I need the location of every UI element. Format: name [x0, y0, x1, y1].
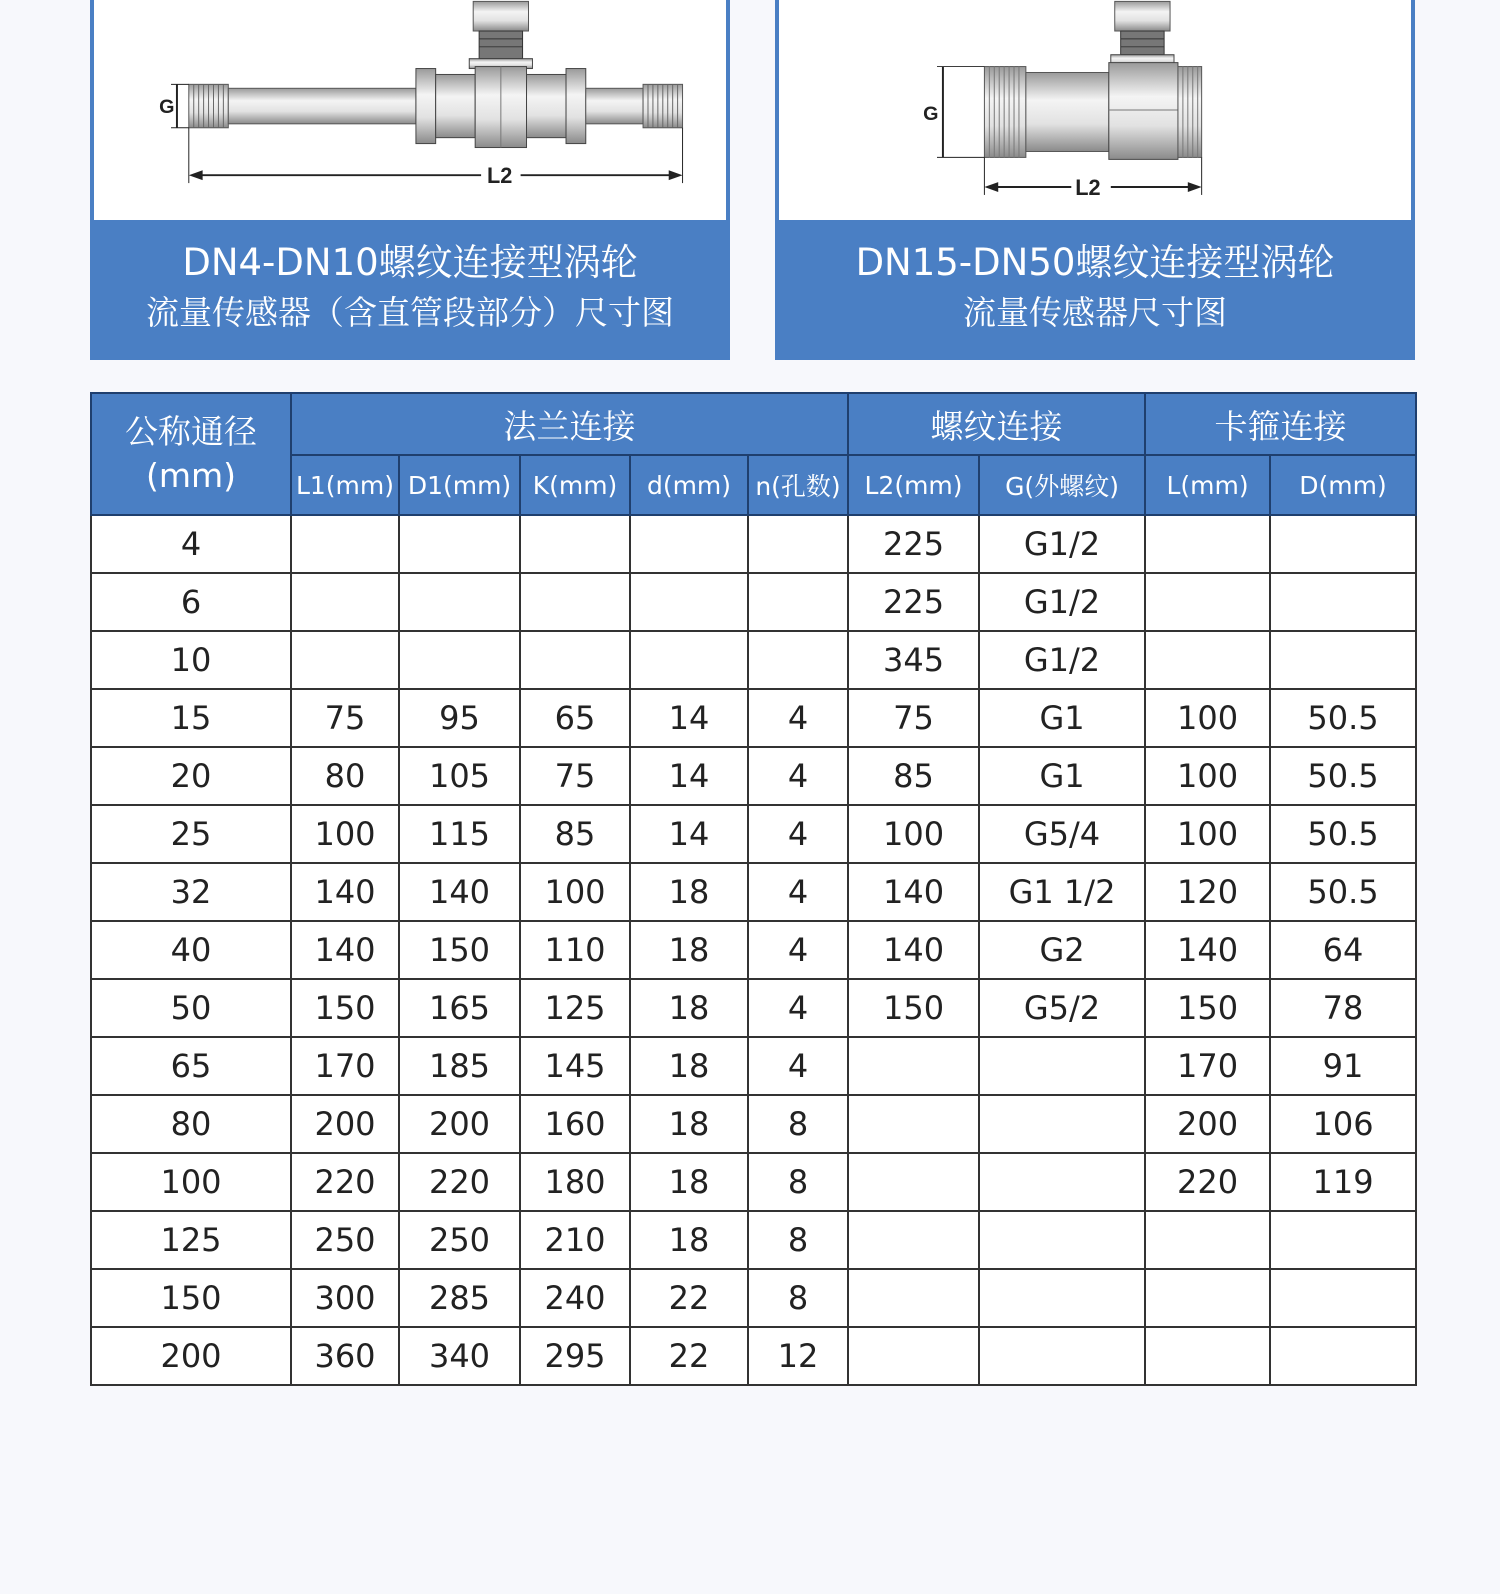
table-row	[91, 1037, 1416, 1095]
table-cell: 225	[848, 515, 979, 573]
table-cell: G2	[979, 921, 1145, 979]
table-cell: 85	[520, 805, 630, 863]
table-cell	[848, 1153, 979, 1211]
table-cell: 4	[748, 747, 848, 805]
table-row	[91, 863, 1416, 921]
nominal-diameter-cell: 80	[91, 1095, 291, 1153]
thread-group-header: 螺纹连接	[848, 393, 1145, 455]
nominal-diameter-cell: 100	[91, 1153, 291, 1211]
table-cell: 18	[630, 921, 748, 979]
table-cell: G1	[979, 689, 1145, 747]
table-cell: 65	[520, 689, 630, 747]
table-cell	[748, 631, 848, 689]
nominal-diameter-header-line1: 公称通径	[125, 412, 257, 451]
table-cell: 340	[399, 1327, 520, 1385]
table-cell: 200	[1145, 1095, 1270, 1153]
table-cell: 18	[630, 1211, 748, 1269]
table-cell	[979, 1153, 1145, 1211]
table-cell	[748, 573, 848, 631]
table-cell: 91	[1270, 1037, 1416, 1095]
table-cell: 285	[399, 1269, 520, 1327]
table-row	[91, 805, 1416, 863]
table-body	[91, 515, 1416, 1385]
nominal-diameter-cell: 15	[91, 689, 291, 747]
table-cell: 180	[520, 1153, 630, 1211]
table-cell: 220	[399, 1153, 520, 1211]
dim-l2-label: L2	[1075, 174, 1101, 200]
table-cell: 210	[520, 1211, 630, 1269]
table-cell: 145	[520, 1037, 630, 1095]
table-cell	[520, 573, 630, 631]
table-cell: 100	[1145, 689, 1270, 747]
table-cell: 100	[1145, 747, 1270, 805]
table-cell	[520, 631, 630, 689]
table-cell: 64	[1270, 921, 1416, 979]
column-header: L1(mm)	[291, 455, 399, 515]
right-caption-line1: DN15-DN50螺纹连接型涡轮	[855, 241, 1335, 284]
table-cell: 140	[291, 921, 399, 979]
table-cell: 119	[1270, 1153, 1416, 1211]
table-cell: 170	[291, 1037, 399, 1095]
table-cell: 18	[630, 979, 748, 1037]
table-cell: 78	[1270, 979, 1416, 1037]
dimension-table	[90, 392, 1417, 1386]
right-caption-line2: 流量传感器尺寸图	[963, 293, 1227, 332]
nominal-diameter-cell: 65	[91, 1037, 291, 1095]
table-row	[91, 1211, 1416, 1269]
table-cell: 85	[848, 747, 979, 805]
table-cell: 125	[520, 979, 630, 1037]
table-cell	[520, 515, 630, 573]
threaded-sensor-straight-pipe-drawing	[94, 0, 726, 222]
table-cell	[1270, 631, 1416, 689]
nominal-diameter-cell: 25	[91, 805, 291, 863]
table-cell: 100	[1145, 805, 1270, 863]
column-header: G(外螺纹)	[979, 455, 1145, 515]
column-header: L(mm)	[1145, 455, 1270, 515]
table-row	[91, 689, 1416, 747]
table-cell: 120	[1145, 863, 1270, 921]
table-cell	[630, 631, 748, 689]
table-cell	[848, 1327, 979, 1385]
nominal-diameter-cell: 150	[91, 1269, 291, 1327]
nominal-diameter-cell: 125	[91, 1211, 291, 1269]
table-cell: 140	[1145, 921, 1270, 979]
nominal-diameter-cell: 4	[91, 515, 291, 573]
table-cell	[979, 1327, 1145, 1385]
table-cell: 140	[291, 863, 399, 921]
table-cell	[399, 631, 520, 689]
table-cell	[848, 1269, 979, 1327]
column-header: D(mm)	[1270, 455, 1416, 515]
left-caption-line1: DN4-DN10螺纹连接型涡轮	[182, 241, 638, 284]
table-cell: 8	[748, 1095, 848, 1153]
nominal-diameter-cell: 200	[91, 1327, 291, 1385]
table-cell: 22	[630, 1269, 748, 1327]
table-cell: G1/2	[979, 573, 1145, 631]
table-cell: 95	[399, 689, 520, 747]
table-row	[91, 631, 1416, 689]
table-cell	[1270, 1269, 1416, 1327]
table-cell: 185	[399, 1037, 520, 1095]
table-row	[91, 573, 1416, 631]
table-row	[91, 921, 1416, 979]
dn15-dn50-drawing-panel	[775, 0, 1415, 360]
table-cell: 100	[520, 863, 630, 921]
table-cell	[748, 515, 848, 573]
table-cell	[979, 1095, 1145, 1153]
table-cell: 150	[291, 979, 399, 1037]
table-cell: 165	[399, 979, 520, 1037]
column-header: n(孔数)	[748, 455, 848, 515]
table-cell	[1270, 573, 1416, 631]
table-cell	[1145, 515, 1270, 573]
table-cell: 75	[848, 689, 979, 747]
table-cell	[630, 515, 748, 573]
table-cell: 50.5	[1270, 689, 1416, 747]
table-cell: 115	[399, 805, 520, 863]
column-header: D1(mm)	[399, 455, 520, 515]
table-cell: G1 1/2	[979, 863, 1145, 921]
table-row	[91, 515, 1416, 573]
table-cell: 75	[291, 689, 399, 747]
table-cell: G1/2	[979, 631, 1145, 689]
table-cell	[399, 515, 520, 573]
table-cell: 360	[291, 1327, 399, 1385]
table-cell: 150	[399, 921, 520, 979]
left-caption-line2: 流量传感器（含直管段部分）尺寸图	[146, 293, 674, 332]
table-cell: 14	[630, 689, 748, 747]
table-cell: 18	[630, 1095, 748, 1153]
table-cell: 100	[291, 805, 399, 863]
table-cell	[1270, 1211, 1416, 1269]
table-cell: 100	[848, 805, 979, 863]
table-cell: 14	[630, 805, 748, 863]
table-cell: 200	[399, 1095, 520, 1153]
table-cell: 250	[399, 1211, 520, 1269]
table-cell: 200	[291, 1095, 399, 1153]
table-cell: 50.5	[1270, 805, 1416, 863]
table-cell	[291, 515, 399, 573]
table-row	[91, 747, 1416, 805]
table-cell: 4	[748, 1037, 848, 1095]
table-cell	[979, 1211, 1145, 1269]
table-cell: 106	[1270, 1095, 1416, 1153]
table-cell: 4	[748, 863, 848, 921]
nominal-diameter-cell: 6	[91, 573, 291, 631]
table-cell: 160	[520, 1095, 630, 1153]
clamp-group-header: 卡箍连接	[1145, 393, 1416, 455]
table-cell	[630, 573, 748, 631]
column-header: K(mm)	[520, 455, 630, 515]
table-cell: 18	[630, 1037, 748, 1095]
table-row	[91, 979, 1416, 1037]
dim-l2-label: L2	[487, 163, 513, 189]
table-cell	[848, 1037, 979, 1095]
table-cell: 8	[748, 1269, 848, 1327]
table-cell	[848, 1211, 979, 1269]
table-cell: 18	[630, 1153, 748, 1211]
table-cell: 220	[1145, 1153, 1270, 1211]
table-cell	[1145, 573, 1270, 631]
table-cell	[291, 631, 399, 689]
table-cell: 4	[748, 689, 848, 747]
table-cell	[1145, 1327, 1270, 1385]
table-cell	[1145, 631, 1270, 689]
dim-g-label: G	[159, 95, 175, 118]
table-cell: 150	[848, 979, 979, 1037]
table-row	[91, 1269, 1416, 1327]
table-cell: G1/2	[979, 515, 1145, 573]
table-cell: 240	[520, 1269, 630, 1327]
table-cell: G5/4	[979, 805, 1145, 863]
nominal-diameter-cell: 20	[91, 747, 291, 805]
table-cell	[979, 1037, 1145, 1095]
table-cell: 140	[399, 863, 520, 921]
table-cell	[848, 1095, 979, 1153]
table-cell: 4	[748, 979, 848, 1037]
dim-g-label: G	[923, 102, 939, 125]
nominal-diameter-header	[91, 393, 291, 515]
nominal-diameter-cell: 10	[91, 631, 291, 689]
nominal-diameter-cell: 32	[91, 863, 291, 921]
table-cell: 150	[1145, 979, 1270, 1037]
table-cell: 250	[291, 1211, 399, 1269]
table-cell	[979, 1269, 1145, 1327]
table-cell: 8	[748, 1153, 848, 1211]
table-cell: 105	[399, 747, 520, 805]
table-cell: 140	[848, 863, 979, 921]
table-row	[91, 1153, 1416, 1211]
table-cell	[291, 573, 399, 631]
table-cell: 14	[630, 747, 748, 805]
table-cell	[1270, 1327, 1416, 1385]
table-cell: 75	[520, 747, 630, 805]
table-cell: 300	[291, 1269, 399, 1327]
table-cell: 4	[748, 921, 848, 979]
table-cell: 8	[748, 1211, 848, 1269]
table-cell: G1	[979, 747, 1145, 805]
table-cell: 22	[630, 1327, 748, 1385]
table-cell: 50.5	[1270, 747, 1416, 805]
table-cell: 140	[848, 921, 979, 979]
table-cell: 50.5	[1270, 863, 1416, 921]
table-row	[91, 1327, 1416, 1385]
right-caption	[775, 220, 1415, 356]
nominal-diameter-header-line2: (mm)	[145, 456, 237, 495]
column-header: L2(mm)	[848, 455, 979, 515]
table-cell: 18	[630, 863, 748, 921]
table-row	[91, 1095, 1416, 1153]
table-cell: 345	[848, 631, 979, 689]
table-cell: 170	[1145, 1037, 1270, 1095]
table-cell	[399, 573, 520, 631]
table-cell	[1145, 1269, 1270, 1327]
left-caption	[90, 220, 730, 356]
table-cell: 225	[848, 573, 979, 631]
flange-group-header: 法兰连接	[291, 393, 848, 455]
table-cell	[1145, 1211, 1270, 1269]
table-cell: 80	[291, 747, 399, 805]
table-cell: 110	[520, 921, 630, 979]
table-cell: G5/2	[979, 979, 1145, 1037]
table-cell: 12	[748, 1327, 848, 1385]
nominal-diameter-cell: 50	[91, 979, 291, 1037]
dn4-dn10-drawing-panel	[90, 0, 730, 360]
column-header: d(mm)	[630, 455, 748, 515]
table-cell: 4	[748, 805, 848, 863]
table-cell: 220	[291, 1153, 399, 1211]
table-cell: 295	[520, 1327, 630, 1385]
threaded-sensor-drawing	[779, 0, 1411, 222]
nominal-diameter-cell: 40	[91, 921, 291, 979]
table-cell	[1270, 515, 1416, 573]
